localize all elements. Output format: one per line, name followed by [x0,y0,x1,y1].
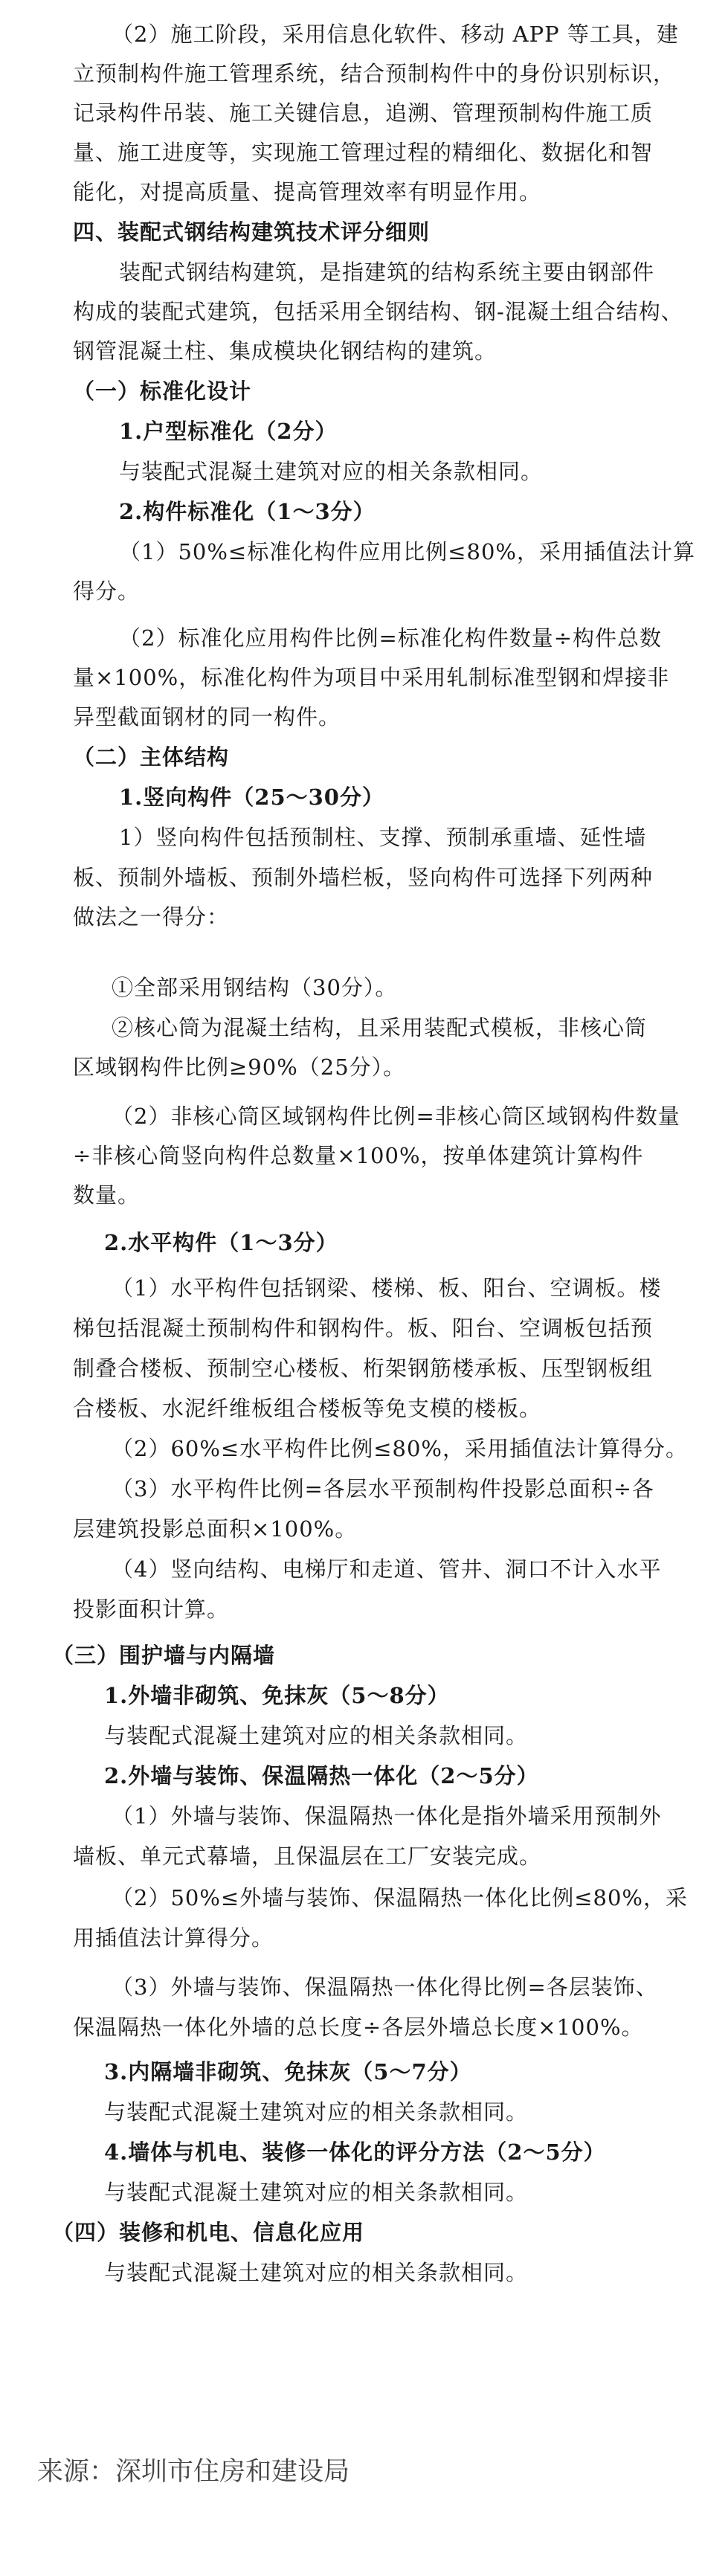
subsection-heading: （四）装修和机电、信息化应用 [52,2220,365,2245]
paragraph-line: 与装配式混凝土建筑对应的相关条款相同。 [104,2260,529,2285]
paragraph-line: （4）竖向结构、电梯厅和走道、管井、洞口不计入水平 [112,1556,662,1582]
paragraph-line: 记录构件吊装、施工关键信息，追溯、管理预制构件施工质 [73,100,654,126]
paragraph-line: （2）50%≤外墙与装饰、保温隔热一体化比例≤80%，采 [112,1885,688,1910]
paragraph-line: 装配式钢结构建筑，是指建筑的结构系统主要由钢部件 [119,260,655,285]
paragraph-line: 与装配式混凝土建筑对应的相关条款相同。 [104,1723,529,1748]
paragraph-line: （2）60%≤水平构件比例≤80%，采用插值法计算得分。 [112,1436,688,1461]
paragraph-line: 与装配式混凝土建筑对应的相关条款相同。 [104,2180,529,2205]
paragraph-line: （1）外墙与装饰、保温隔热一体化是指外墙采用预制外 [112,1803,662,1829]
paragraph-line: 数量。 [73,1182,141,1208]
item-heading: 1.外墙非砌筑、免抹灰（5～8分） [104,1683,450,1708]
paragraph-line: 异型截面钢材的同一构件。 [73,704,341,730]
paragraph-line: （2）标准化应用构件比例=标准化构件数量÷构件总数 [119,625,663,651]
subsection-heading: （一）标准化设计 [73,379,252,404]
paragraph-line: 板、预制外墙板、预制外墙栏板，竖向构件可选择下列两种 [73,865,654,890]
item-heading: 2.构件标准化（1～3分） [119,499,376,524]
paragraph-line: 与装配式混凝土建筑对应的相关条款相同。 [104,2099,529,2125]
paragraph-line: 墙板、单元式幕墙，且保温层在工厂安装完成。 [73,1844,542,1869]
paragraph-line: 1）竖向构件包括预制柱、支撑、预制承重墙、延性墙 [119,825,647,850]
paragraph-line: ÷非核心筒竖向构件总数量×100%，按单体建筑计算构件 [73,1143,644,1168]
paragraph-line: 与装配式混凝土建筑对应的相关条款相同。 [119,459,544,484]
item-heading: 2.外墙与装饰、保温隔热一体化（2～5分） [104,1763,539,1788]
paragraph-line: 量×100%，标准化构件为项目中采用轧制标准型钢和焊接非 [73,665,670,690]
paragraph-line: 合楼板、水泥纤维板组合楼板等免支模的楼板。 [73,1396,542,1421]
paragraph-line: 能化，对提高质量、提高管理效率有明显作用。 [73,179,542,205]
paragraph-line: 得分。 [73,579,141,604]
item-heading: 4.墙体与机电、装修一体化的评分方法（2～5分） [104,2139,606,2165]
paragraph-line: 做法之一得分： [73,904,230,930]
paragraph-line: 层建筑投影总面积×100%。 [73,1516,358,1542]
paragraph-line: （2）施工阶段，采用信息化软件、移动 APP 等工具，建 [112,22,679,47]
paragraph-line: （1）50%≤标准化构件应用比例≤80%，采用插值法计算 [119,539,695,564]
item-heading: 2.水平构件（1～3分） [104,1230,338,1255]
item-heading: 3.内隔墙非砌筑、免抹灰（5～7分） [104,2059,472,2084]
paragraph-line: ②核心筒为混凝土结构，且采用装配式模板，非核心筒 [112,1015,648,1040]
paragraph-line: （2）非核心筒区域钢构件比例=非核心筒区域钢构件数量 [112,1104,680,1129]
paragraph-line: 构成的装配式建筑，包括采用全钢结构、钢-混凝土组合结构、 [73,299,683,324]
paragraph-line: 区域钢构件比例≥90%（25分）。 [73,1054,406,1080]
paragraph-line: 梯包括混凝土预制构件和钢构件。板、阳台、空调板包括预 [73,1316,654,1341]
subsection-heading: （三）围护墙与内隔墙 [52,1643,276,1668]
item-heading: 1.户型标准化（2分） [119,419,338,444]
paragraph-line: 钢管混凝土柱、集成模块化钢结构的建筑。 [73,338,497,364]
paragraph-line: 制叠合楼板、预制空心楼板、桁架钢筋楼承板、压型钢板组 [73,1356,654,1381]
source-credit: 来源：深圳市住房和建设局 [37,2457,350,2487]
section-heading: 四、装配式钢结构建筑技术评分细则 [73,219,431,245]
subsection-heading: （二）主体结构 [73,744,230,770]
paragraph-line: 投影面积计算。 [73,1597,230,1622]
paragraph-line: （1）水平构件包括钢梁、楼梯、板、阳台、空调板。楼 [112,1275,662,1301]
paragraph-line: 保温隔热一体化外墙的总长度÷各层外墙总长度×100%。 [73,2015,644,2040]
paragraph-line: 用插值法计算得分。 [73,1925,274,1951]
paragraph-line: 量、施工进度等，实现施工管理过程的精细化、数据化和智 [73,140,654,165]
paragraph-line: ①全部采用钢结构（30分）。 [112,975,398,1000]
paragraph-line: （3）水平构件比例=各层水平预制构件投影总面积÷各 [112,1476,655,1501]
item-heading: 1.竖向构件（25～30分） [119,785,384,810]
paragraph-line: （3）外墙与装饰、保温隔热一体化得比例=各层装饰、 [112,1974,658,2000]
paragraph-line: 立预制构件施工管理系统，结合预制构件中的身份识别标识， [73,61,676,86]
